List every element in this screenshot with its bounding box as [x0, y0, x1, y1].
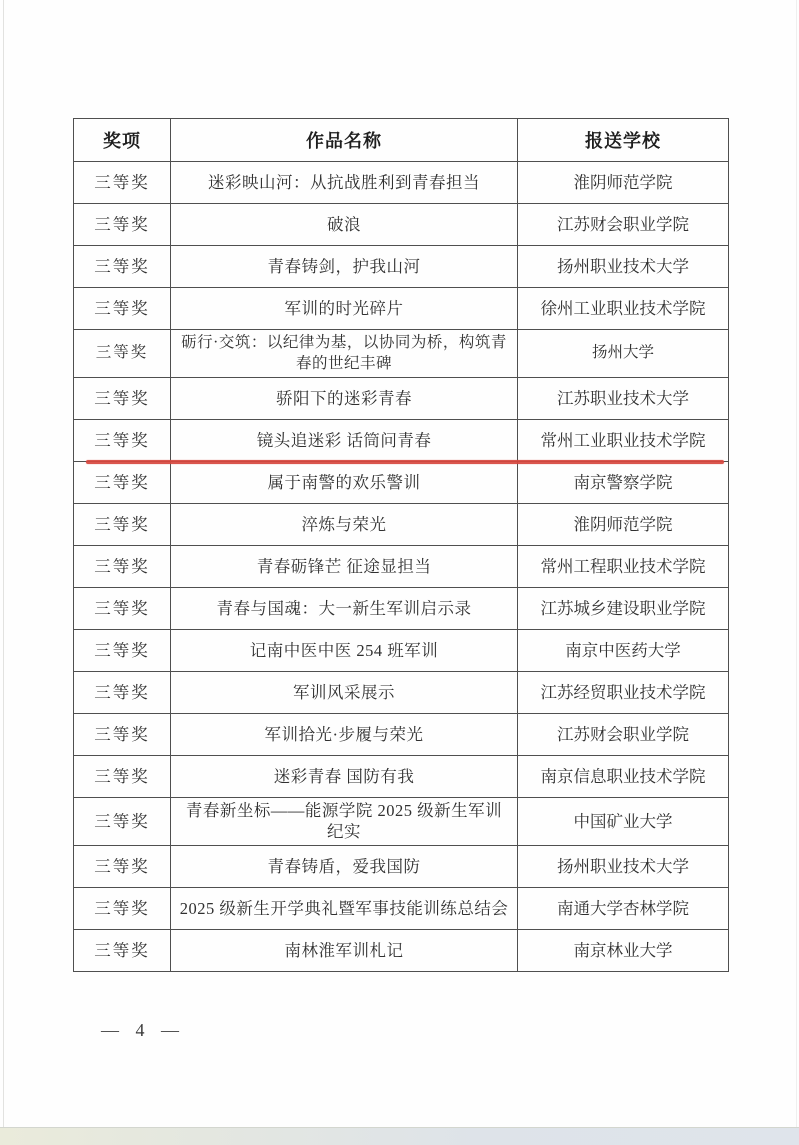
school-cell: 常州工业职业技术学院 [518, 420, 729, 462]
school-cell: 淮阴师范学院 [518, 504, 729, 546]
award-cell: 三等奖 [74, 756, 171, 798]
award-cell: 三等奖 [74, 504, 171, 546]
school-cell: 扬州职业技术大学 [518, 845, 729, 887]
title-cell: 淬炼与荣光 [171, 504, 518, 546]
page-bottom-edge [0, 1127, 799, 1145]
school-cell: 江苏城乡建设职业学院 [518, 588, 729, 630]
table-row [74, 204, 729, 246]
table-row [74, 588, 729, 630]
title-cell: 军训风采展示 [171, 672, 518, 714]
school-cell: 江苏职业技术大学 [518, 378, 729, 420]
title-cell: 青春与国魂：大一新生军训启示录 [171, 588, 518, 630]
award-cell: 三等奖 [74, 588, 171, 630]
title-cell: 骄阳下的迷彩青春 [171, 378, 518, 420]
table-row [74, 887, 729, 929]
award-cell: 三等奖 [74, 630, 171, 672]
title-cell: 青春新坐标——能源学院 2025 级新生军训纪实 [171, 798, 518, 846]
title-cell: 迷彩青春 国防有我 [171, 756, 518, 798]
school-cell: 南京中医药大学 [518, 630, 729, 672]
school-cell: 中国矿业大学 [518, 798, 729, 846]
award-cell: 三等奖 [74, 798, 171, 846]
award-cell: 三等奖 [74, 714, 171, 756]
school-cell: 扬州职业技术大学 [518, 246, 729, 288]
table-row [74, 246, 729, 288]
award-cell: 三等奖 [74, 420, 171, 462]
page-left-edge-line [3, 0, 4, 1127]
school-cell: 南京信息职业技术学院 [518, 756, 729, 798]
table-row [74, 330, 729, 378]
title-cell: 记南中医中医 254 班军训 [171, 630, 518, 672]
award-cell: 三等奖 [74, 929, 171, 971]
table-row [74, 504, 729, 546]
table-row [74, 162, 729, 204]
school-cell: 常州工程职业技术学院 [518, 546, 729, 588]
title-cell: 砺行·交筑：以纪律为基，以协同为桥，构筑青春的世纪丰碑 [171, 330, 518, 378]
award-cell: 三等奖 [74, 288, 171, 330]
table-row [74, 546, 729, 588]
column-header-school: 报送学校 [518, 119, 729, 162]
title-cell: 军训的时光碎片 [171, 288, 518, 330]
title-cell: 青春铸盾，爱我国防 [171, 845, 518, 887]
table-row [74, 672, 729, 714]
title-cell: 迷彩映山河：从抗战胜利到青春担当 [171, 162, 518, 204]
table-header-row [74, 119, 729, 162]
table-row [74, 420, 729, 462]
table-row [74, 798, 729, 846]
table-row [74, 756, 729, 798]
school-cell: 江苏经贸职业技术学院 [518, 672, 729, 714]
school-cell: 淮阴师范学院 [518, 162, 729, 204]
title-cell: 青春砺锋芒 征途显担当 [171, 546, 518, 588]
school-cell: 江苏财会职业学院 [518, 204, 729, 246]
title-cell: 属于南警的欢乐警训 [171, 462, 518, 504]
award-cell: 三等奖 [74, 546, 171, 588]
school-cell: 江苏财会职业学院 [518, 714, 729, 756]
school-cell: 扬州大学 [518, 330, 729, 378]
table-row [74, 630, 729, 672]
table-row [74, 378, 729, 420]
award-cell: 三等奖 [74, 246, 171, 288]
award-cell: 三等奖 [74, 845, 171, 887]
table-row [74, 845, 729, 887]
page-right-edge-line [796, 0, 797, 1127]
table-row [74, 714, 729, 756]
title-cell: 南林淮军训札记 [171, 929, 518, 971]
table-row [74, 288, 729, 330]
award-cell: 三等奖 [74, 672, 171, 714]
title-cell: 破浪 [171, 204, 518, 246]
awards-table-container [73, 118, 728, 972]
award-cell: 三等奖 [74, 204, 171, 246]
school-cell: 南京林业大学 [518, 929, 729, 971]
award-cell: 三等奖 [74, 378, 171, 420]
page-number: — 4 — [101, 1020, 185, 1040]
column-header-title: 作品名称 [171, 119, 518, 162]
title-cell: 青春铸剑，护我山河 [171, 246, 518, 288]
school-cell: 南通大学杏林学院 [518, 887, 729, 929]
award-cell: 三等奖 [74, 462, 171, 504]
award-cell: 三等奖 [74, 162, 171, 204]
title-cell: 镜头追迷彩 话筒问青春 [171, 420, 518, 462]
award-cell: 三等奖 [74, 887, 171, 929]
award-cell: 三等奖 [74, 330, 171, 378]
school-cell: 徐州工业职业技术学院 [518, 288, 729, 330]
awards-table [73, 118, 729, 972]
column-header-award: 奖项 [74, 119, 171, 162]
table-row [74, 929, 729, 971]
title-cell: 军训拾光·步履与荣光 [171, 714, 518, 756]
table-row [74, 462, 729, 504]
title-cell: 2025 级新生开学典礼暨军事技能训练总结会 [171, 887, 518, 929]
school-cell: 南京警察学院 [518, 462, 729, 504]
